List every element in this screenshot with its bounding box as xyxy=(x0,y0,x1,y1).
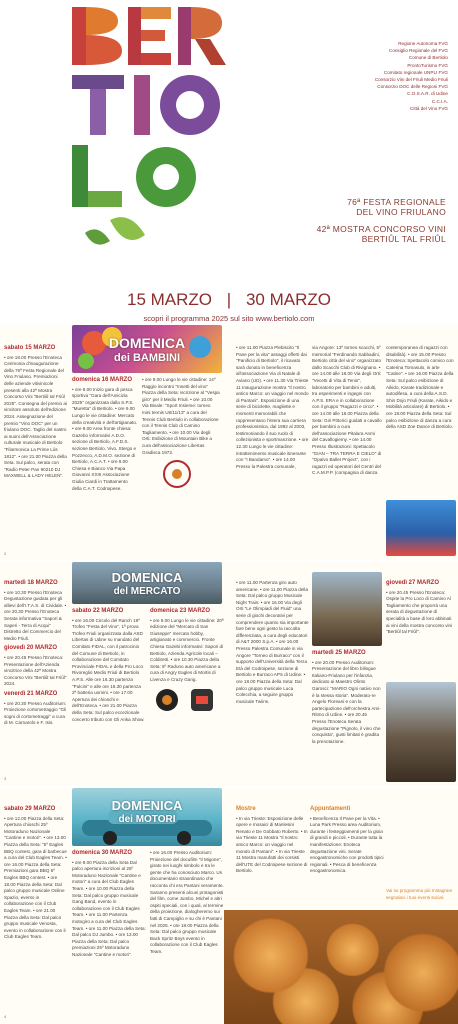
day-heading: giovedì 20 MARZO xyxy=(4,645,58,652)
event-dates xyxy=(0,290,458,310)
sponsor-item: C.O.S.A.R. di Udine xyxy=(407,91,448,97)
appuntamenti-text: • Beneficenza Il Pane per la Vita. • Luna Park Presso area Auditorium, durante i festeggiamenti per la gioia di grandi e piccoli. • Durante tutta la manifestazione: Enoteca degustazione vini. Serate enogastronomiche con prodotti tipici regionali. • Pesca di beneficenza enogastronomica. xyxy=(310,815,384,874)
concorso-line-1: 42ª MOSTRA CONCORSO VINI xyxy=(316,224,446,234)
rider-photo xyxy=(386,682,456,782)
sponsor-item: Comitato regionale UNPLI FVG xyxy=(383,69,448,75)
day-text: • ore 10.30 Presso l'Enoteca Degustazione guidata per gli allievi dell'I.T.A.S. di Cividale. • ore 20.30 Presso l'Enoteca Serata informativa "Sapori & Saperi - Terra di Acqui" Distretto del Commercio del Medio Friuli. xyxy=(4,589,67,641)
page-number: 3 xyxy=(4,776,7,781)
domenica-30-col2 xyxy=(150,850,226,959)
page-number: 4 xyxy=(4,1014,7,1019)
banner-subtitle: del MERCATO xyxy=(113,586,181,597)
domenica-23-col3 xyxy=(236,580,310,708)
day-heading: domenica 23 MARZO xyxy=(150,608,211,614)
crazy-gang-logo xyxy=(189,687,215,713)
angry-eagles-logo xyxy=(154,687,180,713)
day-heading: sabato 22 MARZO xyxy=(72,608,124,614)
sponsor-item: ProntoTurismo FVG xyxy=(407,62,448,68)
banner-domenica-motori xyxy=(72,788,222,846)
section-domenica-motori xyxy=(0,788,458,1024)
sponsor-list xyxy=(248,40,448,112)
day-heading: martedì 18 MARZO xyxy=(4,580,58,586)
day-text: • ore 12.00 Piazza della Seta: Apertura chioschi 25º Motoraduno Nazionale "Cantine e motori". • ore 13.00 Piazza della Seta: "5º Eagles BBQ contest, gara di barbecue a cura del Club Eagles Team. • ore 16.00 Piazza della Seta: Premiazioni gara BBQ 5º Eagles BBQ contest. • ore 18.00 Piazza della Seta: Dal palco gruppo musicale Online Spazio, evento in collaborazione con il Club Eagles Team. • ore 21.00 Piazza della Seta: Dal palco gruppo musicale Venosta, evento in collaborazione con il Club Eagles Team. xyxy=(4,815,67,940)
day-text: • ore 20.30 Presso Auditorium: Proiezione cortometraggio "Gli sogni di cortometraggi" a cura di M. Carnarolo e F. Isis. xyxy=(4,700,67,726)
sabato-22-column xyxy=(72,608,146,726)
sponsor-item: Consorzio DOC delle Regioni FVG xyxy=(377,84,448,90)
day-text: • ore 18.00 Presso l'Enoteca Cerimonia d'inaugurazione della 76ª Festa Regionale del Vino Friulano. Premiazioni delle aziende vitivinicole presenti alla 42ª Mostra Concorso Vini "Bertiûl tal Friûl 2025". Consegna del premio ai vincitore assoluto dell'edizione 2024. Assegnazione del premio "Vino DOC" per un friulano DOC. Taglio del nastro ai suoni dell'Associazione culturale musicale di Bertiolo "Filarmonica La Prime Lûs 1812". • ore 21.00 Piazza della Seta. Sul palco, serata con "Radio Peter Pan 90210 DJ MAXWELL & LADY HELEN". xyxy=(4,354,67,479)
day-text: • ore 11.00 Partenza giro auto americane. • ore 11.00 Piazza della Seta: Dal palco gruppo Musicale Night Train. • ore 16.00 Via degli Orti "Le Olimpiadi del Fluid" una serie di giochi decorativi per comprendere quanto sia importante fare bene ogni gesto la raccolta differenziata, a cura degli educatori di A&T 2000 S.p.A. • ore 16.00 Presso Palestra Comunale in via Angore "Torneo di Burraco" con il supporto dell'Università della Terza Età del Codroipese, sezione di Bertiolo e Burraco APS di Udine. • ore 18.00 Piazza della Seta: Dal palco gruppo musicale Luca Colecchia, a seguire gruppo musicale Twiins. xyxy=(236,580,309,704)
domenica-16-col5 xyxy=(386,345,454,434)
day-heading: sabato 15 MARZO xyxy=(4,345,56,351)
banner-subtitle: dei BAMBINI xyxy=(114,352,180,364)
day-heading: domenica 30 MARZO xyxy=(72,850,133,856)
day-heading: giovedì 27 MARZO xyxy=(386,580,440,586)
bread-photo xyxy=(224,910,458,1024)
day-heading: martedì 25 MARZO xyxy=(312,650,366,656)
logo-letter-r xyxy=(178,7,226,65)
day-text: • ore 9.00 Piazza della Seta Dal palco apertura iscrizioni al 25º Motoraduno Nazionale "Cantine e motori" a cura del Club Eagles Team. • ore 10.00 Piazza della Seta: Dal palco gruppo musicale Gang Band, evento in collaborazione con il Club Eagles Team. • ore 11.00 Partenza motogiro a cura del Club Eagles Team. • ore 11.00 Piazza della Seta: Dal palco DJ Jumbo. • ore 13.00 Piazza della Seta: Dal palco premiazioni 25º Motoraduno Nazionale "Cantine e motori". xyxy=(72,859,146,957)
logo-letter-o2 xyxy=(136,147,196,207)
mostre-text: • In via Trieste: Esposizione delle opere e mosaici di Manlesini Renato e De Gobbato Roberto. • In via Trieste 11 Mostra "Il nostro amico Marco: un viaggio nel mondo di Pantani". • In via Trieste 11 Mostra manufatti dei corsisti dell'UTE del Codroipese sezione di Bertiolo. xyxy=(236,815,308,874)
day-text: contemporanea di ragazzi con disabilità). • ore 15.00 Presso l'Enoteca: Spettacolo comico con Caterina Tomasulo, in arte "Catine". • ore 16.00 Piazza della Seta: Sul palco esibizione di Aikido, Karate tradizionale e autodifesa, a cura della A.S.D. Shin Dojo Friuli (Karate, Aikido e Mobilità articolare) di Bertiolo. • ore 18.00 Piazza della Seta: Sul palco esibizione di danza a cura della ASD Zoe Dance di Bertiolo. xyxy=(386,345,454,430)
logo-leaf xyxy=(85,217,145,244)
day-text: • ore 20.00 Presso Auditorium: Presentazione del libro bilingue Italiano-Friulano per l'infanzia, dedicato ai Maestro Olinto Garosci: "MARIO Ogni nativo non è la stessa storia". Moderato-re Angelo Floreani e con la partecipazione dell'orchestra Ami- Ritmo di Udine. • ore 20.45 Presso l'Enoteca Serata degustazione "Pignolo, il vino che conquista", gusti limitati è gradita la prenotazione. xyxy=(312,659,381,744)
sabato-15-column xyxy=(4,345,68,483)
day-text: via Angore: 13º torneo scacchi, 5º memorial "Ferdinando Sabbadini, Bertiolo città del vino" organizzato dallo Scacchi Club di Rivignano. • ore 14.00 alle 18.00 Via degli Orti: "Vecetti di Vita di Tenis", laboratorio per bambini e adulti, tra esperimenti e ingegni con A.P.S. ERA e in collaborazione con il gruppo "Ragazzi e circo". • ore 14.00 alle 18.00 Piazza della Seta: Giri Pittorici guidati a cavallo per bambini a cura dell'associazione Pitalura Anmi del Cavallogiemy. • ore 14.00 Presso Illustrazioni: Spettacolo "GIAN – TRA TERRA E CIELO" di "Opalvo Ballet Project", con i ragazzi ed operatori del Centri del C.A.M.P.P. (compagnia di danza xyxy=(312,345,382,476)
horse-photo xyxy=(312,572,382,646)
logo-letter-b xyxy=(72,7,122,65)
day-text: • ore 20.45 Presso l'Enoteca: Ospite la Pro Loco di Camino Al Tagliamento che proporrà una serata di degustazione di specialità a base di loro abbinati ai vini della mostra concorso vini "Bertiûl tal Friûl". xyxy=(386,589,453,635)
concorso-line-2: BERTIÛL TAL FRIÛL xyxy=(361,234,446,244)
sponsor-item: Regione Autonoma FVG xyxy=(398,41,448,46)
section-domenica-bambini xyxy=(0,325,458,560)
day-text: • ore 9.00 Lungo le vie cittadine: 20ª edizione del "Mercato di San Giuseppe" mercato hobby, artigianato e commercio. Fronte Chiesa Gazebi informativi: Sapori di Bertiolo, Azienda Agricole locali – Coldiretti. • ore 10.30 Piazza della Seta: 5º Raduno auto americane a cura di Angry Eagles di Mortis di Livenza e Crazy Gang. xyxy=(150,617,224,682)
festival-line-2: DEL VINO FRIULANO xyxy=(356,207,446,217)
sponsor-item: Consorzio Vini del Friuli Medio Friuli xyxy=(374,77,448,83)
sponsor-item: C.C.I.A. xyxy=(431,98,448,104)
program-link-text[interactable]: scopri il programma 2025 sul sito www.bertiolo.com xyxy=(143,314,315,323)
day-text: • ore 16.00 Circolo del Ranch 19º Trofeo "Festa del Vino", 1ª prova Trofeo Friuli organizzata dalla ASD Libertas di Udine su mandato del Comitato FIDAL, con il patrocinio del Comune di Bertiolo, in collaborazione del Comitato Provinciale FIDAL e della Pro Loco Rivoreglio Medio Friuli di Bertiolo A.P.S. Alle ore 16.30 partenza "Pulcini" e alle ore 16.30 partenza 2ª batteria uomini. • ore 17.00 Apertura dei chioschi e dell'Enoteca. • ore 21.00 Piazza della Seta: Sul palco eccezionale concerto tributo con Gli Anka Show. xyxy=(72,617,145,722)
martedi-25-column xyxy=(312,650,382,748)
logo-letter-e xyxy=(128,7,171,65)
festival-title-block xyxy=(196,197,446,244)
domenica-16-col2 xyxy=(142,377,220,492)
appuntamenti-block xyxy=(310,806,384,875)
domenica-16-col3 xyxy=(236,345,310,473)
domenica-16-col4 xyxy=(312,345,382,480)
day-heading: venerdì 21 MARZO xyxy=(4,690,58,697)
date-separator: | xyxy=(226,290,232,309)
tennis-club-logo xyxy=(162,459,192,489)
day-text: • ore 11.00 Piazza Plebiscito "Il Pane per la vita" assaggi offerti dai "Panificio di Bertiolo", il ricavato sarà donato in beneficenza all'associazione Via di Natale di Aviano (UD). • ore 11.30 Via Trieste 11 Inaugurazione mostra "Il nostro antico Marco: un viaggio nel mondo di Pantani". Esposizione di una serie di biciclette, magliette e momenti memorabili che rappresentano l'intera sua carriera professionistica, dal 1992 al 2003, testimoniando il suo ruolo di collezionista e sportmanzione. • ore 12.30 Lungo le vie cittadine: intrattenimento musicale itinerante con "I Bandamo". • ore 14.00 Presso la Palestra comunale, xyxy=(236,345,309,469)
sponsor-item: Consiglio Regionale del FVG xyxy=(389,48,448,54)
banner-title: DOMENICA xyxy=(111,798,183,813)
day-text: • ore 9.00 Lungo le vie cittadine: 14º Raggio incontro "Insetti del vino" Piazza della Seta: iscrizione al "Vespa giro" per il Medio Friuli. • ore 10.00 Via Bivale: "Sport Insieme: torneo mini tennis U8/11/13" a cura del Tennis Club Bertiolo in collaborazione con il Tennis Club di Camino Tagliamento. • ore 10.00 Via degli Orti: Esibizione di Mountain Bike a cura dell'associazione Libertas Gradisca 1972. xyxy=(142,377,220,455)
banner-domenica-mercato xyxy=(72,562,222,604)
festival-line-1: 76ª FESTA REGIONALE xyxy=(347,197,446,207)
logo-letter-i xyxy=(134,75,150,135)
instagram-text[interactable]: Vai su programma più Instagram segnalaci i tuoi eventi social. xyxy=(386,888,453,900)
mostre-heading: Mostre xyxy=(236,806,256,812)
logo-letter-o xyxy=(160,75,220,135)
day-text: • ore 8.00 Inizio gara di pesca sportiva "Gara dell'Amicizia 2025" organizzata dalla S.P.S. "Muretta" di Bertiolo. • ore 9.00 Lungo le vie cittadine: Mercato della creatività e dell'artigianato. • ore 9.00 Area fronte chiesa: Gazebo informativi A.D.O. sezione di Bertiolo, A.F.D.S. sezione Bertiolo, Vivo, Stergo e Pozzecco, A.D.M.O. sezione di Bertiolo, A.C.A.T. • ore 9.00 Chiesa e Bianco Via Papa Giovanni XXIII Associazione Giulia Ciardi in Trattamento della C.A.T. Codroipese. xyxy=(72,386,138,491)
banner-subtitle: dei MOTORI xyxy=(118,814,176,825)
day-text: • ore 20.45 Presso l'Enoteca: Presentazione dell'Azienda vincitrice della 42ª Mostra Concorso Vini "Bertiûl tal Friûl" 2024. xyxy=(4,654,67,687)
date-end: 30 MARZO xyxy=(245,290,331,309)
domenica-16-col1 xyxy=(72,377,138,495)
sponsor-item: Comune di Bertiolo xyxy=(408,55,448,61)
domenica-30-col1 xyxy=(72,850,146,962)
logo-letter-t xyxy=(72,75,124,135)
section-domenica-mercato xyxy=(0,562,458,786)
day-heading: domenica 16 MARZO xyxy=(72,377,133,383)
day-text: • ore 16.00 Presso Auditorium: Proiezione del docufilm "Il Migone", girato nei luoghi simbolo e tra le gente che ha conosciuto Marco. Un documentario straordinario che racconta chi era Pantani veramente. Saranno presenti alcuni protagonisti del film, come Jumbo, Michel e altri ospiti speciali, con i quali, al termine della proiezione, dialogheremo sui fatti di Campiglio e su chi è Pantani nel 2025. • ore 18.00 Piazza della Seta: Dal palco gruppo musicale Back Spritz Boys evento in collaborazione con il Club Eagles Team. xyxy=(150,850,224,954)
appuntamenti-heading: Appuntamenti xyxy=(310,806,351,812)
date-start: 15 MARZO xyxy=(127,290,213,309)
logo-letter-l xyxy=(72,145,122,207)
banner-title: DOMENICA xyxy=(111,570,183,585)
sabato-29-column xyxy=(4,806,68,944)
domenica-23-column xyxy=(150,608,224,715)
mostre-block xyxy=(236,806,308,875)
bouncy-castle-photo xyxy=(386,500,456,556)
banner-title: DOMENICA xyxy=(108,335,186,351)
banner-domenica-bambini xyxy=(72,325,222,373)
giovedi-27-column xyxy=(386,580,454,639)
page-number: 2 xyxy=(4,551,7,556)
left-weekdays-column xyxy=(4,580,68,730)
sponsor-item: Città del Vino FVG xyxy=(410,105,448,111)
day-heading: sabato 29 MARZO xyxy=(4,806,56,812)
instagram-block xyxy=(386,888,454,901)
